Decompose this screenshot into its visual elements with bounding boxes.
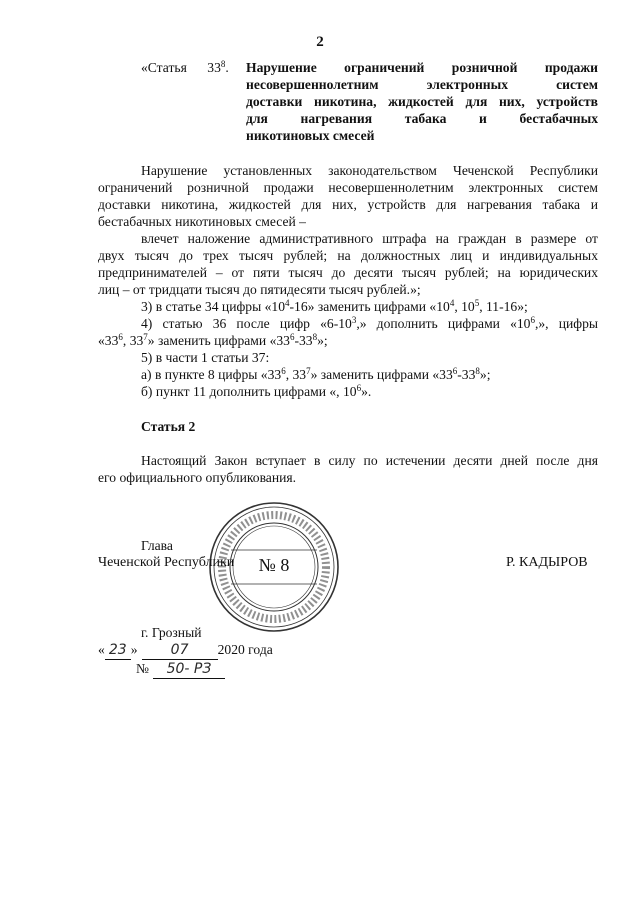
item-5a-part-e: »;	[479, 367, 491, 382]
date-open-quote: «	[98, 642, 105, 657]
item-4-l2-part-c: » заменить цифрами «33	[147, 333, 290, 348]
item-4-line-1	[141, 315, 598, 332]
article-2-heading: Статья 2	[141, 419, 196, 434]
item-4-l2-part-b: , 33	[122, 333, 144, 348]
footer-number	[136, 660, 225, 679]
article-prefix-text: «Статья	[141, 60, 187, 75]
date-day: 23	[105, 642, 131, 660]
item-5a-part-b: , 33	[285, 367, 307, 382]
item-5b-part-b: ».	[361, 384, 372, 399]
item-5b	[141, 383, 371, 400]
item-4-l2-sup-b: 7	[143, 332, 148, 342]
item-3-part-c: , 10	[454, 299, 475, 314]
footer-date	[98, 641, 273, 660]
item-3	[141, 298, 528, 315]
para2-line-1: влечет наложение административного штрафа на граждан в размере от	[141, 231, 598, 246]
item-4-part-a: 4) статью 36 после цифр «6-10	[141, 316, 352, 331]
para1-line-4: бестабачных никотиновых смесей –	[98, 214, 306, 229]
item-5a-sup-a: 6	[281, 366, 286, 376]
item-5a-sup-d: 8	[475, 366, 480, 376]
para2-line-3: предпринимателей – от пяти тысяч до десяти тысяч рублей; на юридических	[98, 265, 598, 280]
item-5a-part-c: » заменить цифрами «33	[310, 367, 453, 382]
item-4-part-b: ,» дополнить цифрами «10	[356, 316, 531, 331]
article-number-sup: 8	[220, 59, 226, 69]
item-4-l2-part-a: «33	[98, 333, 119, 348]
item-5a-sup-c: 6	[452, 366, 458, 376]
item-5b-part-a: б) пункт 11 дополнить цифрами «, 10	[141, 384, 357, 399]
article-2-line-1: Настоящий Закон вступает в силу по истечении десяти дней после дня	[141, 453, 598, 468]
item-4-part-c: ,», цифры	[534, 316, 598, 331]
seal-number: № 8	[258, 555, 290, 575]
item-4-l2-sup-c: 6	[289, 332, 295, 342]
item-5a	[141, 366, 490, 383]
signature-title-line-1: Глава	[141, 538, 173, 553]
signatory-name: Р. КАДЫРОВ	[506, 555, 588, 570]
article-number-dot: .	[225, 60, 229, 75]
item-4-l2-sup-a: 6	[118, 332, 123, 342]
item-3-sup-c: 5	[474, 298, 480, 308]
para1-line-3: доставки никотина, жидкостей для них, устройств для нагревания табака и	[98, 197, 598, 212]
item-4-l2-part-d: -33	[294, 333, 313, 348]
article-2-line-2: его официального опубликования.	[98, 470, 297, 485]
item-4-sup-a: 3	[351, 315, 357, 325]
article-title-line-5: никотиновых смесей	[246, 128, 375, 143]
para1-line-1: Нарушение установленных законодательством Чеченской Республики	[141, 163, 598, 178]
number-value: 50- РЗ	[153, 661, 225, 679]
item-5a-sup-b: 7	[306, 366, 311, 376]
date-year: 2020 года	[217, 642, 273, 657]
item-3-sup-a: 4	[285, 298, 290, 308]
signature-title-line-2: Чеченской Республики	[98, 555, 235, 570]
item-5a-part-a: а) в пункте 8 цифры «33	[141, 367, 282, 382]
article-title-line-1: Нарушение ограничений розничной продажи	[246, 60, 598, 75]
date-close-quote: »	[130, 642, 138, 657]
number-prefix: №	[136, 661, 149, 676]
item-4-l2-sup-d: 8	[312, 332, 318, 342]
item-4-sup-b: 6	[530, 315, 535, 325]
article-number: 33	[207, 60, 221, 75]
item-4-line-2	[98, 332, 328, 349]
item-5: 5) в части 1 статьи 37:	[141, 350, 270, 365]
date-month: 07	[142, 642, 218, 660]
item-3-part-a: 3) в статье 34 цифры «10	[141, 299, 286, 314]
item-5b-sup-a: 6	[356, 383, 362, 393]
item-3-part-d: , 11-16»;	[479, 299, 528, 314]
para2-line-4: лиц – от тридцати тысяч до пятидесяти тысяч рублей.»;	[98, 282, 421, 297]
footer-city: г. Грозный	[141, 625, 202, 640]
para2-line-2: двух тысяч до трех тысяч рублей; на должностных лиц и индивидуальных	[98, 248, 598, 263]
article-title-line-4: для нагревания табака и бестабачных	[246, 111, 598, 126]
page-number: 2	[316, 34, 324, 50]
para1-line-2: ограничений розничной продажи несовершеннолетним электронных систем	[98, 180, 598, 195]
article-prefix	[141, 59, 229, 76]
article-title-line-3: доставки никотина, жидкостей для них, устройств	[246, 94, 598, 109]
item-4-l2-part-e: »;	[317, 333, 328, 348]
item-3-sup-b: 4	[449, 298, 455, 308]
item-3-part-b: -16» заменить цифрами «10	[289, 299, 450, 314]
article-title-line-2: несовершеннолетним электронных систем	[246, 77, 598, 92]
item-5a-part-d: -33	[457, 367, 476, 382]
